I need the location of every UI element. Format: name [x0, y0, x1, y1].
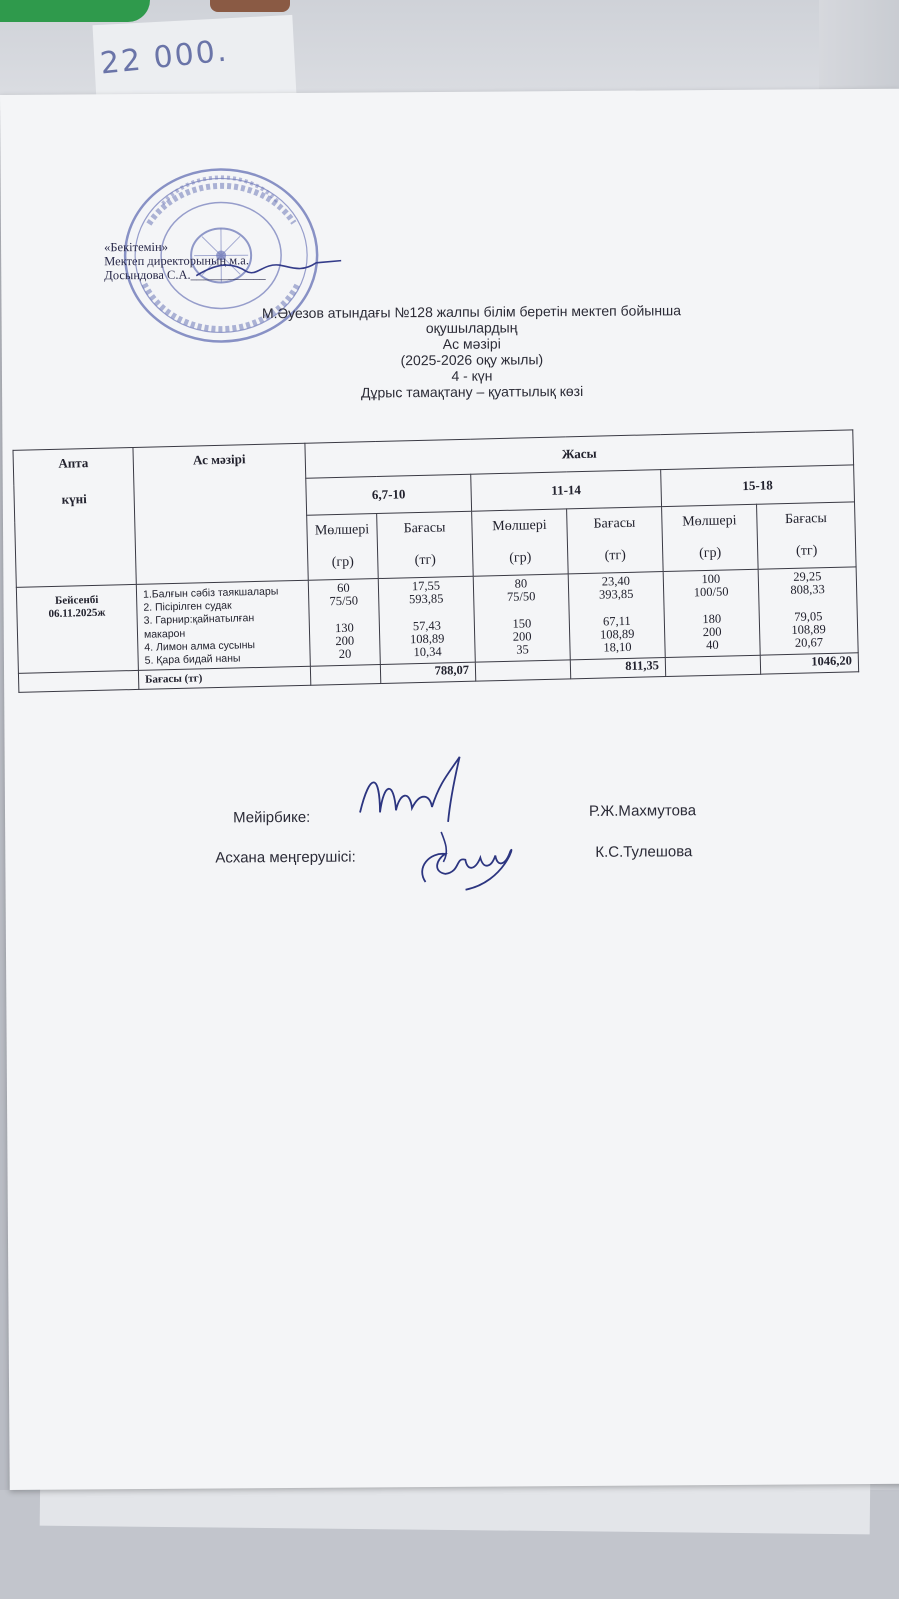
- price-values-1: 17,55 593,85 57,43 108,89 10,34: [378, 576, 475, 664]
- dish-item: макарон: [143, 627, 186, 641]
- canteen-name: К.С.Тулешова: [595, 843, 693, 861]
- total-empty-cell: [310, 664, 380, 685]
- approval-title: «Бекітемін»: [104, 239, 168, 255]
- week-day-header: [13, 447, 136, 587]
- price-header-1: Бағасы (тг): [377, 511, 474, 578]
- menu-document: [0, 89, 899, 1490]
- nurse-name: Р.Ж.Махмутова: [588, 802, 697, 820]
- dish-item: 5. Қара бидай наны: [144, 652, 241, 667]
- school-title: М.Әуезов атындағы №128 жалпы білім беретін мектеп бойынша: [261, 302, 682, 322]
- total-empty-cell: [665, 655, 760, 676]
- approval-name: Досындова С.А.____________: [104, 267, 266, 283]
- total-group-3: 1046,20: [760, 653, 858, 674]
- dish-item: 3. Гарнир:қайнатылған: [143, 612, 255, 628]
- price-header-2: Бағасы (тг): [567, 507, 664, 574]
- qty-values-2: 80 75/50 150 200 35: [473, 574, 570, 662]
- approval-position: Мектеп директорының м.а.: [104, 253, 250, 269]
- total-label: Бағасы (тг): [138, 666, 310, 689]
- menu-header: [133, 443, 308, 584]
- handwritten-note: 22 000.: [98, 33, 230, 82]
- price-values-2: 23,40 393,85 67,11 108,89 18,10: [568, 572, 665, 660]
- green-object: [0, 0, 150, 22]
- school-year: (2025-2026 оқу жылы): [400, 351, 544, 369]
- price-values-3: 29,25 808,33 79,05 108,89 20,67: [758, 567, 858, 655]
- age-group-2: 11-14: [471, 470, 662, 512]
- qty-values-1: 60 75/50 130 200 20: [308, 579, 380, 667]
- week-header-line2: күні: [61, 491, 87, 507]
- menu-header-label: Ас мәзірі: [192, 451, 246, 468]
- dish-item: 4. Лимон алма сусыны: [144, 638, 256, 654]
- qty-header-1: Мөлшері (гр): [307, 514, 379, 581]
- total-group-1: 788,07: [380, 662, 475, 683]
- dish-list: [136, 580, 310, 670]
- qty-values-3: 100 100/50 180 200 40: [663, 569, 760, 657]
- canteen-signature: [405, 811, 536, 892]
- age-group-3: 15-18: [661, 465, 855, 507]
- menu-table: [12, 429, 859, 692]
- students-line: оқушылардың: [425, 319, 518, 337]
- total-group-2: 811,35: [570, 658, 665, 679]
- pen-object: [210, 0, 290, 12]
- dish-item: 1.Балғын сәбіз таякшалары: [142, 585, 279, 601]
- age-header: Жасы: [305, 430, 854, 478]
- menu-day: 4 - күн: [451, 367, 493, 384]
- qty-header-2: Мөлшері (гр): [472, 509, 569, 576]
- slogan: Дұрыс тамақтану – қуаттылық көзі: [360, 382, 584, 401]
- week-header-line1: Апта: [58, 455, 89, 471]
- director-signature: [191, 253, 351, 284]
- qty-header-3: Мөлшері (гр): [662, 504, 759, 571]
- menu-date: 06.11.2025ж: [48, 606, 106, 621]
- canteen-label: Асхана меңгерушісі:: [215, 848, 356, 867]
- nurse-label: Мейірбике:: [232, 808, 311, 827]
- dish-item: 2. Пісірілген судак: [143, 599, 232, 614]
- age-group-1: 6,7-10: [306, 474, 472, 515]
- total-empty-cell: [18, 670, 138, 692]
- day-name: Бейсенбі: [54, 593, 99, 607]
- total-empty-cell: [475, 660, 570, 681]
- day-cell: [16, 584, 138, 673]
- document-heading: [151, 301, 792, 401]
- price-header-3: Бағасы (тг): [757, 502, 857, 569]
- menu-title: Ас мәзірі: [442, 335, 501, 352]
